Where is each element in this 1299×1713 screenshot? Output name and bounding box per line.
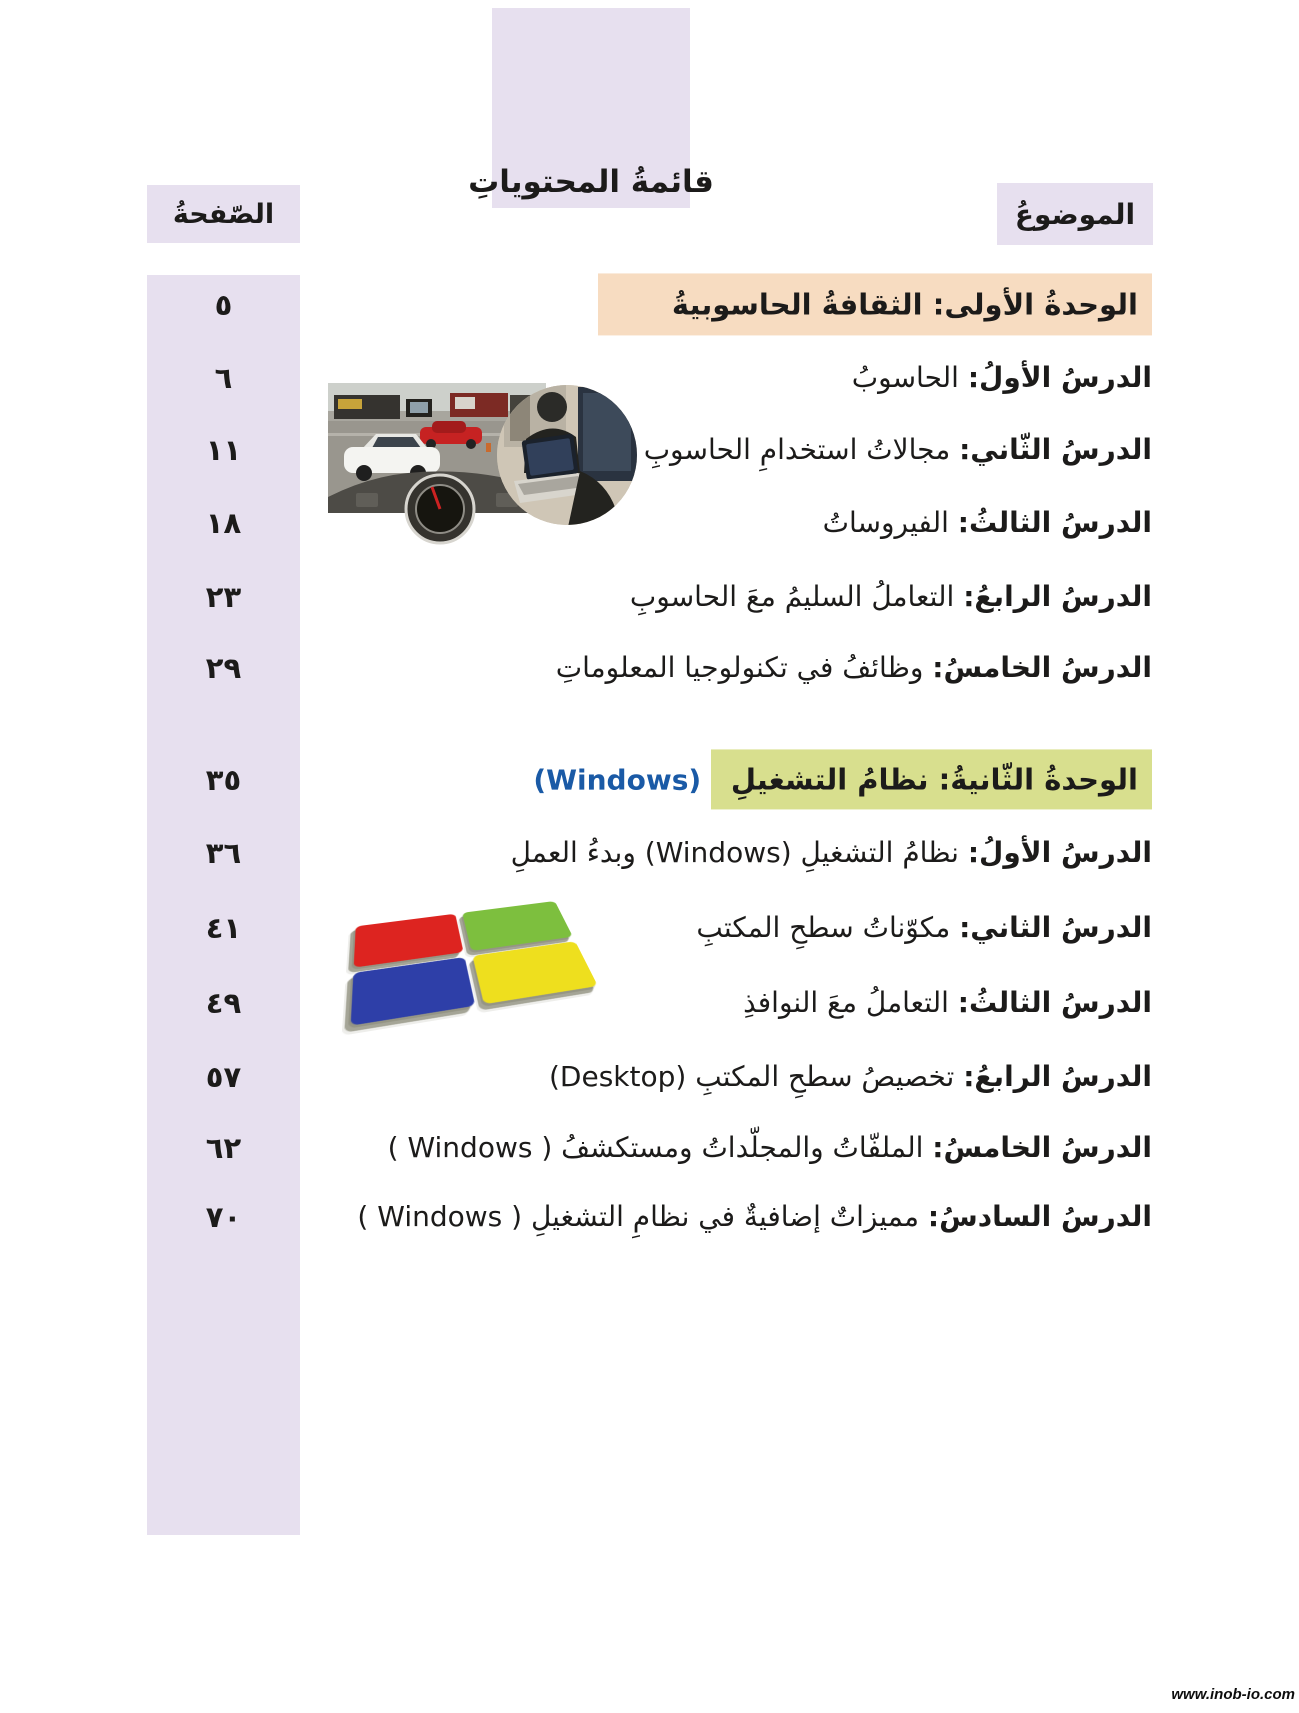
entry-part: الدرسُ الأولُ:	[967, 836, 1152, 870]
entry-part: الفيروساتُ	[822, 506, 958, 540]
title-box	[468, 8, 714, 208]
entry-part: الدرسُ الثالثُ:	[957, 506, 1152, 540]
page-number: ٣٥	[205, 763, 242, 797]
page-number: ٧٠	[205, 1200, 242, 1234]
windows-logo-blue-pane	[351, 957, 476, 1026]
toc-entry-text	[743, 984, 1152, 1022]
entry-part: التعاملُ معَ النوافذِ	[743, 986, 958, 1020]
topic-column-header: الموضوعُ	[997, 183, 1153, 245]
entry-part: مميزاتٌ إضافيةٌ في نظامِ التشغيلِ ( Windows )	[357, 1200, 928, 1234]
toc-entry-text	[630, 578, 1152, 616]
entry-part: الملفّاتُ والمجلّداتُ ومستكشفُ ( Windows )	[387, 1131, 933, 1165]
toc-entry-text	[549, 1058, 1152, 1096]
page-number: ٥	[214, 288, 233, 322]
entry-part: الدرسُ الأولُ:	[967, 361, 1152, 395]
computer-uses-photo	[328, 381, 618, 526]
toc-entry-text	[556, 649, 1152, 687]
toc-entry-text	[533, 760, 1152, 799]
page-number: ٣٦	[205, 836, 242, 870]
toc-entry-text	[388, 1129, 1152, 1167]
entry-part: مجالاتُ استخدامِ الحاسوبِ	[643, 433, 960, 467]
entry-part: الدرسُ السادسُ:	[927, 1200, 1152, 1234]
entry-part: الدرسُ الخامسُ:	[932, 1131, 1152, 1165]
unit-title: الوحدةُ الأولى: الثقافةُ الحاسوبيةُ	[598, 273, 1152, 335]
entry-part: مكوّناتُ سطحِ المكتبِ	[696, 911, 960, 945]
entry-part: الدرسُ الثّاني:	[959, 433, 1152, 467]
toc-entry-text	[823, 504, 1152, 542]
entry-part: الدرسُ الرابعُ:	[963, 1060, 1152, 1094]
page-column-header: الصّفحةُ	[147, 185, 300, 243]
entry-part: الحاسوبُ	[851, 361, 968, 395]
page-number: ٢٣	[205, 580, 242, 614]
windows-flag	[351, 901, 598, 1026]
page-number: ٤٩	[205, 986, 242, 1020]
page-number: ١٨	[205, 506, 242, 540]
toc-entry-text	[598, 285, 1152, 324]
entry-part: نظامُ التشغيلِ (Windows) وبدءُ العملِ	[510, 836, 968, 870]
entry-part: التعاملُ السليمُ معَ الحاسوبِ	[629, 580, 964, 614]
toc-entry-text	[357, 1198, 1152, 1236]
page-number: ٢٩	[205, 651, 242, 685]
page-number: ٦	[214, 361, 233, 395]
toc-entry-text	[644, 431, 1152, 469]
toc-entry-text	[852, 359, 1152, 397]
windows-logo-yellow-pane	[472, 941, 597, 1004]
watermark: www.inob-io.com	[1171, 1686, 1295, 1703]
entry-part: الدرسُ الثاني:	[959, 911, 1152, 945]
windows-logo	[318, 862, 618, 1052]
page-number: ١١	[205, 433, 242, 467]
entry-part: الدرسُ الثالثُ:	[957, 986, 1152, 1020]
entry-part: وظائفُ في تكنولوجيا المعلوماتِ	[555, 651, 933, 685]
page-title: قائمةُ المحتوياتِ	[468, 164, 714, 200]
speedometer	[406, 475, 474, 543]
toc-entry-text	[696, 909, 1152, 947]
page-number: ٤١	[205, 911, 242, 945]
entry-part: (Windows)	[533, 763, 711, 797]
unit-title: الوحدةُ الثّانيةُ: نظامُ التشغيلِ	[711, 749, 1152, 809]
entry-part: تخصيصُ سطحِ المكتبِ (Desktop)	[548, 1060, 964, 1094]
entry-part: الدرسُ الرابعُ:	[963, 580, 1152, 614]
entry-part: الدرسُ الخامسُ:	[932, 651, 1152, 685]
page-number: ٥٧	[205, 1060, 242, 1094]
page-number: ٦٢	[205, 1131, 242, 1165]
